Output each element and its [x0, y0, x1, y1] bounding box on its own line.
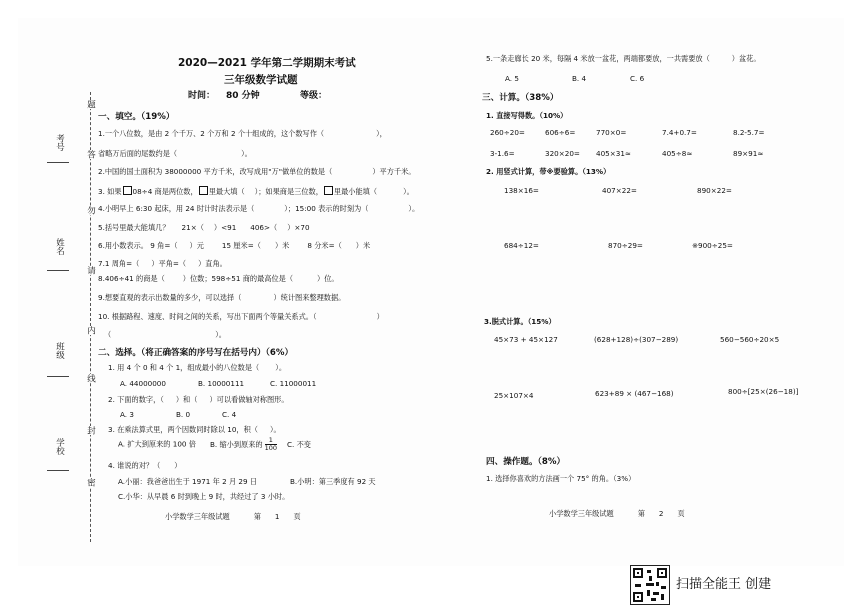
margin-line	[47, 376, 69, 377]
stepwise-calc: 25×107×4	[494, 391, 534, 400]
seal-char: 题	[85, 100, 96, 109]
vertical-calc: 890×22=	[697, 186, 732, 195]
mental-calc: 606÷6=	[545, 128, 576, 137]
choice-q4-option-b: B.小明：第三季度有 92 天	[290, 477, 376, 486]
mental-calc: 320×20=	[545, 149, 580, 158]
calc-sub-heading-1: 1. 直接写得数。（10%）	[486, 111, 568, 120]
choice-q2-option-c: C. 4	[222, 410, 237, 419]
stepwise-calc: (628+128)÷(307−289)	[594, 335, 679, 344]
mental-calc: 770×0=	[596, 128, 627, 137]
mental-calc: 8.2-5.7=	[733, 128, 765, 137]
seal-line	[90, 92, 91, 542]
mental-calc: 7.4+0.7=	[662, 128, 697, 137]
margin-label-name: 姓名	[54, 238, 65, 255]
calc-sub-heading-2: 2. 用竖式计算，带※要验算。（13%）	[486, 167, 611, 176]
vertical-calc: 684÷12=	[504, 241, 539, 250]
margin-label-class: 班级	[54, 342, 65, 359]
choice-q3: 3. 在乘法算式里，两个因数同时除以 10，积（ ）。	[108, 425, 281, 434]
choice-q2-option-b: B. 0	[176, 410, 191, 419]
mental-calc: 3-1.6=	[490, 149, 515, 158]
seal-char: 封	[85, 426, 96, 435]
margin-label-exam-number: 考号	[54, 134, 65, 151]
vertical-calc: 870÷29=	[608, 241, 643, 250]
choice-q4-option-c: C.小华：从早晨 6 时到晚上 9 时，共经过了 3 小时。	[118, 492, 290, 501]
operate-q1: 1. 选择你喜欢的方法画一个 75° 的角。（3%）	[486, 474, 636, 483]
q2-line: 2.中国的国土面积为 38000000 平方千米，改写成用"万"做单位的数是（ ）平方千米。	[98, 167, 416, 176]
vertical-calc: 138×16=	[504, 186, 539, 195]
time-value: 80 分钟	[226, 91, 260, 101]
choice-q5-option-b: B. 4	[572, 74, 587, 83]
seal-char: 请	[85, 266, 96, 275]
fraction-one-hundredth: $\frac{1}{100}$	[264, 436, 278, 453]
stepwise-calc: 45×73 + 45×127	[494, 335, 558, 344]
vertical-calc: 407×22=	[602, 186, 637, 195]
choice-q1-option-c: C. 11000011	[270, 379, 317, 388]
footer-right: 小学数学三年级试题 第 2 页	[549, 509, 685, 518]
q8-line: 8.406÷41 的商是（ ）位数；598÷51 商的最高位是（ ）位。	[98, 274, 339, 283]
margin-line	[47, 270, 69, 271]
choice-q2: 2. 下面的数字，（ ）和（ ）可以看做轴对称图形。	[108, 395, 289, 404]
stepwise-calc: 623+89 × (467−168)	[595, 389, 674, 398]
choice-q5-option-a: A. 5	[505, 74, 519, 83]
footer-left: 小学数学三年级试题 第 1 页	[165, 512, 301, 521]
answer-box-icon	[324, 186, 333, 195]
section-fill-heading: 一、填空。（19%）	[98, 112, 175, 122]
section-choice-heading: 二、选择。（将正确答案的序号写在括号内）（6%）	[98, 348, 294, 358]
choice-q5: 5.一条走廊长 20 米，每隔 4 米放一盆花，两端都要放，一共需要放（ ）盆花。	[486, 54, 761, 63]
section-calc-heading: 三、计算。（38%）	[482, 93, 559, 103]
vertical-calc: ※900÷25=	[692, 241, 733, 250]
margin-line	[47, 470, 69, 471]
exam-subtitle: 三年级数学试题	[224, 74, 298, 86]
answer-box-icon	[123, 186, 132, 195]
choice-q3-options: A. 扩大到原来的 100 倍 B. 缩小到原来的 $\frac{1}{100}$ C. 不变	[118, 436, 311, 453]
choice-q2-option-a: A. 3	[120, 410, 134, 419]
q4-line: 4.小明早上 6:30 起床，用 24 时计时法表示是（ ）；15:00 表示的时刻为（ ）。	[98, 204, 420, 213]
stepwise-calc: 800÷[25×(26−18)]	[728, 387, 799, 396]
stepwise-calc: 560−560÷20×5	[720, 335, 780, 344]
choice-q1: 1. 用 4 个 0 和 4 个 1，组成最小的八位数是（ ）。	[108, 363, 287, 372]
grade-label: 等级：	[300, 91, 328, 101]
mental-calc: 405÷8≈	[662, 149, 693, 158]
choice-q1-option-b: B. 10000111	[198, 379, 245, 388]
q10-line-b: （ ）。	[104, 330, 226, 339]
section-operate-heading: 四、操作题。（8%）	[486, 457, 566, 467]
seal-char: 线	[85, 374, 96, 383]
seal-char: 勿	[85, 206, 96, 215]
q5-line: 5.括号里最大能填几？ 21×（ ）<91 406>（ ）×70	[98, 223, 310, 232]
choice-q4: 4. 谁说的对？（ ）	[108, 461, 182, 470]
scanner-watermark: 扫描全能王 创建	[676, 577, 772, 592]
q6-line: 6.用小数表示。 9 角=（ ）元 15 厘米=（ ）米 8 分米=（ ）米	[98, 241, 371, 250]
choice-q5-option-c: C. 6	[630, 74, 645, 83]
margin-label-school: 学校	[54, 438, 65, 455]
q9-line: 9.想要直观的表示出数量的多少，可以选择（ ）统计图来整理数据。	[98, 293, 346, 302]
q1-line-a: 1.一个八位数，是由 2 个千万、2 个万和 2 个十组成的，这个数写作（ ），	[98, 129, 387, 138]
q3-line: 3. 如果 08÷4 商是两位数， 里最大填（ ）；如果商是三位数， 里最小能填（ ）。	[98, 187, 414, 196]
mental-calc: 405×31≈	[596, 149, 631, 158]
time-label: 时间：	[188, 91, 216, 101]
choice-q1-option-a: A. 44000000	[120, 379, 166, 388]
choice-q4-option-a: A.小丽：我爸爸出生于 1971 年 2 月 29 日	[118, 477, 258, 486]
qr-code-icon	[630, 565, 670, 605]
q1-line-b: 省略万后面的尾数约是（ ）。	[98, 149, 252, 158]
margin-line	[47, 162, 69, 163]
seal-char: 答	[85, 150, 96, 159]
q10-line-a: 10. 根据路程、速度、时间之间的关系，写出下面两个等量关系式。（ ）	[98, 312, 384, 321]
mental-calc: 260÷20=	[490, 128, 525, 137]
answer-box-icon	[199, 186, 208, 195]
calc-sub-heading-3: 3.脱式计算。（15%）	[484, 317, 556, 326]
q7-line: 7.1 周角=（ ）平角=（ ）直角。	[98, 259, 227, 268]
seal-char: 内	[85, 326, 96, 335]
seal-char: 密	[85, 478, 96, 487]
mental-calc: 89×91≈	[733, 149, 764, 158]
exam-title: 2020—2021 学年第二学期期末考试	[178, 57, 356, 69]
